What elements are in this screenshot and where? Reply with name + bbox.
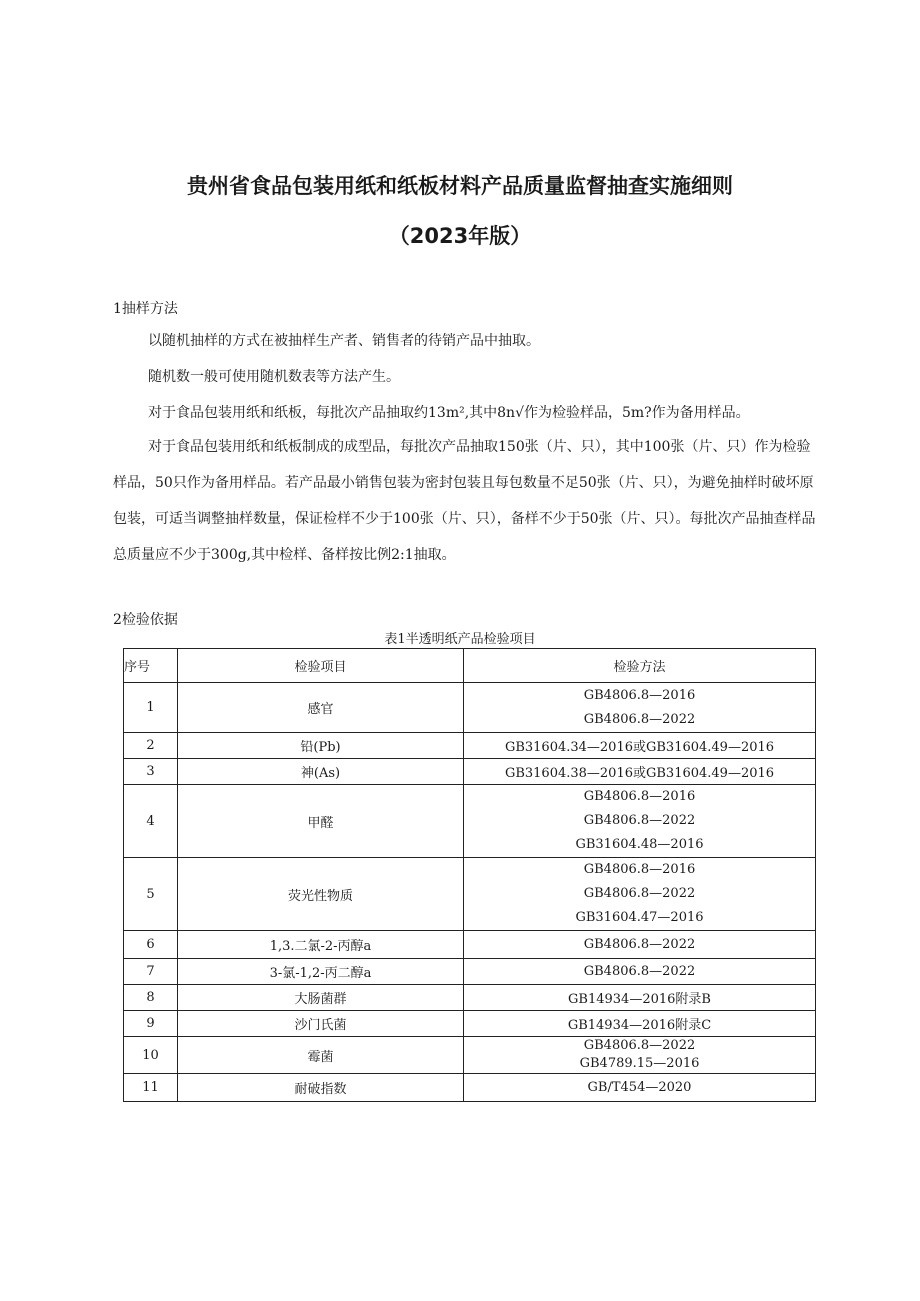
row-number: 7: [124, 959, 178, 985]
method-standard: GB4789.15—2016: [579, 1056, 700, 1071]
row-number: 1: [124, 683, 178, 733]
row-number: 9: [124, 1011, 178, 1037]
inspection-method: [464, 759, 816, 785]
row-number: 6: [124, 931, 178, 959]
table-row: [124, 733, 816, 759]
inspection-item: 耐破指数: [178, 1074, 464, 1102]
method-standard: GB14934—2016附录B: [568, 992, 711, 1007]
document-title: 贵州省食品包装用纸和纸板材料产品质量监督抽查实施细则: [187, 174, 733, 198]
row-number: 8: [124, 985, 178, 1011]
inspection-item: 霉菌: [178, 1037, 464, 1074]
method-standard: GB4806.8—2016: [583, 862, 696, 877]
row-number: 3: [124, 759, 178, 785]
inspection-item: 感官: [178, 683, 464, 733]
table-header-row: [124, 649, 816, 683]
inspection-method: [464, 931, 816, 959]
inspection-item: 铅(Pb): [178, 733, 464, 759]
table-row: [124, 858, 816, 931]
method-standard: GB4806.8—2022: [583, 813, 696, 828]
paragraph: 对于食品包装用纸和纸板制成的成型品，每批次产品抽取150张（片、只），其中100张（片、只）作为检验样品，50只作为备用样品。若产品最小销售包装为密封包装且每包数量不足50张（片、只），为避免抽样时破坏原包装，可适当调整抽样数量，保证检样不少于100张（片、只），备样不少于50张（片、只）。每批次产品抽查样品总质量应不少于300g,其中检样、备样按比例2:1抽取。: [113, 439, 816, 563]
table-body: [124, 683, 816, 1102]
method-standard: GB14934—2016附录C: [567, 1018, 712, 1033]
inspection-method: [464, 1037, 816, 1074]
section-heading-basis: 2检验依据: [113, 612, 178, 628]
inspection-method: [464, 985, 816, 1011]
row-number: 10: [124, 1037, 178, 1074]
table-row: [124, 683, 816, 733]
column-header-item: 检验项目: [178, 649, 464, 683]
method-standard: GB4806.8—2016: [583, 789, 696, 804]
row-number: 4: [124, 785, 178, 858]
table-row: [124, 985, 816, 1011]
method-standard: GB31604.38—2016或GB31604.49—2016: [504, 766, 775, 781]
table-row: [124, 759, 816, 785]
table-row: [124, 1074, 816, 1102]
inspection-method: [464, 683, 816, 733]
inspection-item: 沙门氏菌: [178, 1011, 464, 1037]
method-standard: GB31604.48—2016: [575, 837, 704, 852]
inspection-item: 大肠菌群: [178, 985, 464, 1011]
section-heading-sampling: 1抽样方法: [113, 301, 178, 317]
inspection-method: [464, 1074, 816, 1102]
inspection-item: 甲醛: [178, 785, 464, 858]
table-caption: 表1半透明纸产品检验项目: [384, 632, 536, 647]
row-number: 11: [124, 1074, 178, 1102]
inspection-method: [464, 733, 816, 759]
paragraph: 对于食品包装用纸和纸板，每批次产品抽取约13m²,其中8n√作为检验样品，5m?作为备用样品。: [148, 405, 750, 421]
inspection-method: [464, 959, 816, 985]
column-header-method: 检验方法: [464, 649, 816, 683]
inspection-item: 神(As): [178, 759, 464, 785]
table-row: [124, 931, 816, 959]
method-standard: GB31604.34—2016或GB31604.49—2016: [504, 740, 775, 755]
inspection-method: [464, 1011, 816, 1037]
method-standard: GB4806.8—2022: [583, 711, 696, 727]
method-standard: GB4806.8—2022: [583, 1038, 696, 1053]
row-number: 5: [124, 858, 178, 931]
method-standard: GB4806.8—2022: [583, 964, 696, 979]
table-row: [124, 785, 816, 858]
method-standard: GB4806.8—2022: [583, 886, 696, 901]
inspection-item: 荧光性物质: [178, 858, 464, 931]
method-standard: GB4806.8—2016: [583, 687, 696, 703]
inspection-table: [123, 648, 816, 1102]
paragraph: 以随机抽样的方式在被抽样生产者、销售者的待销产品中抽取。: [148, 333, 540, 349]
inspection-method: [464, 858, 816, 931]
document-edition: （2023年版）: [388, 224, 532, 248]
row-number: 2: [124, 733, 178, 759]
table-row: [124, 1037, 816, 1074]
method-standard: GB/T454—2020: [587, 1080, 692, 1095]
inspection-method: [464, 785, 816, 858]
column-header-number: 序号: [124, 649, 178, 683]
table-row: [124, 959, 816, 985]
inspection-item: 3-氯-1,2-丙二醇a: [178, 959, 464, 985]
method-standard: GB4806.8—2022: [583, 937, 696, 952]
table-row: [124, 1011, 816, 1037]
inspection-item: 1,3.二氯-2-丙醇a: [178, 931, 464, 959]
paragraph: 随机数一般可使用随机数表等方法产生。: [148, 369, 400, 385]
method-standard: GB31604.47—2016: [575, 910, 704, 925]
